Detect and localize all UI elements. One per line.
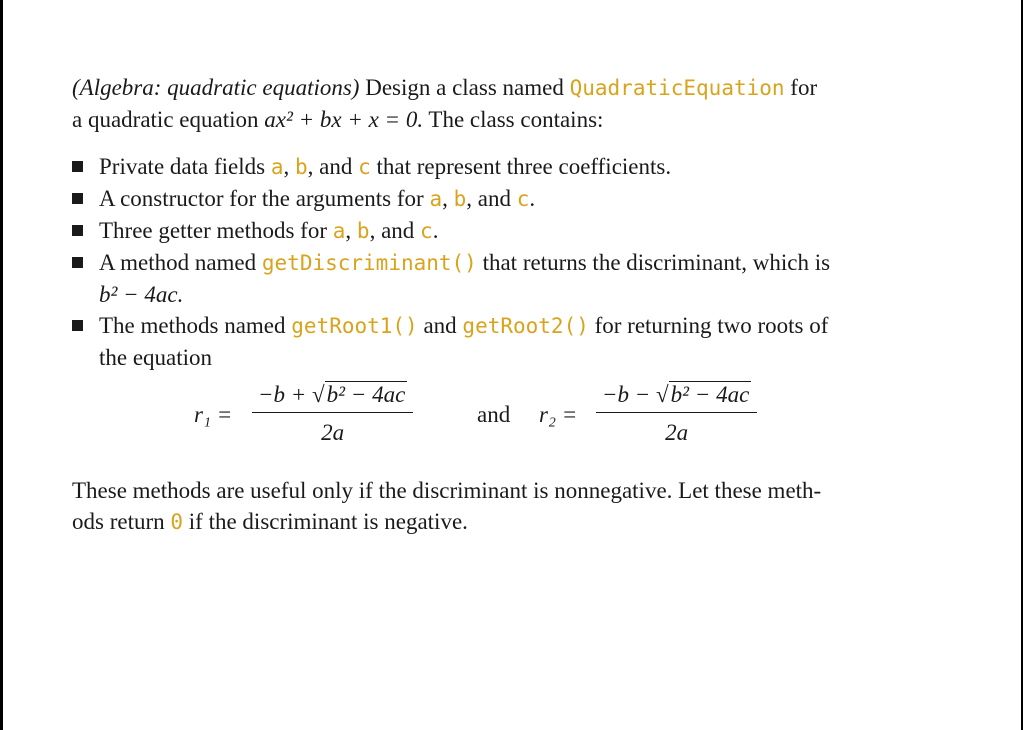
root1-numerator: [252, 379, 413, 413]
field-a-code: a: [429, 187, 443, 211]
item-text: and: [417, 313, 463, 338]
zero-code: 0: [170, 510, 184, 534]
list-item-data-fields: [72, 151, 912, 183]
numerator-prefix: −b − √: [602, 382, 669, 407]
closing-text-1: These methods are useful only if the discriminant is nonnegative. Let these meth-: [72, 478, 822, 503]
list-item-discriminant: [72, 247, 912, 310]
section-title: (Algebra: quadratic equations): [72, 75, 360, 100]
item-text: A constructor for the arguments for: [99, 186, 430, 211]
intro-text-3: a quadratic equation: [72, 107, 265, 132]
and-label: and: [477, 402, 511, 427]
list-item-roots: [72, 310, 912, 373]
item-text: , and: [466, 186, 517, 211]
field-c-code: c: [516, 187, 530, 211]
field-a-code: a: [270, 155, 284, 179]
closing-paragraph: [72, 475, 912, 538]
item-text: .: [432, 218, 439, 243]
get-root1-code: getRoot1(): [291, 314, 418, 338]
item-text: ,: [283, 154, 295, 179]
field-b-code: b: [294, 155, 308, 179]
field-b-code: b: [356, 219, 370, 243]
intro-text-2: for: [784, 75, 818, 100]
radicand: b² − 4ac: [326, 382, 406, 407]
item-text: , and: [307, 154, 359, 179]
root1-fraction: [252, 379, 413, 448]
root1-denominator: 2a: [321, 420, 345, 445]
root2-fraction: [596, 379, 757, 448]
r1-label: r₁ =: [194, 402, 233, 427]
radicand: b² − 4ac: [670, 382, 750, 407]
class-name-code: QuadraticEquation: [569, 76, 785, 100]
document-body: [72, 72, 912, 538]
root2-numerator: [596, 379, 757, 413]
field-c-code: c: [358, 155, 371, 179]
numerator-prefix: −b + √: [258, 382, 325, 407]
item-text: The methods named: [99, 313, 292, 338]
field-c-code: c: [420, 219, 433, 243]
item-text: for returning two roots of: [588, 313, 829, 338]
item-text: , and: [369, 218, 421, 243]
intro-text-4: The class contains:: [423, 107, 604, 132]
item-text: the equation: [99, 345, 213, 370]
closing-text-3: if the discriminant is negative.: [183, 509, 468, 534]
item-text: that represent three coefficients.: [370, 154, 672, 179]
quadratic-equation-formula: ax² + bx + x = 0.: [264, 107, 424, 132]
item-text: A method named: [99, 250, 262, 275]
list-item-constructor: [72, 183, 912, 215]
intro-text-1: Design a class named: [359, 75, 570, 100]
item-text: .: [529, 186, 536, 211]
roots-equation: [72, 379, 912, 475]
field-a-code: a: [332, 219, 346, 243]
item-text: Private data fields: [99, 154, 271, 179]
r2-label: r₂ =: [539, 402, 578, 427]
root2-denominator: 2a: [665, 420, 689, 445]
item-text: ,: [345, 218, 357, 243]
requirements-list: [72, 151, 912, 373]
item-text: Three getter methods for: [99, 218, 333, 243]
discriminant-formula: b² − 4ac.: [99, 282, 184, 307]
field-b-code: b: [453, 187, 467, 211]
get-root2-code: getRoot2(): [462, 314, 589, 338]
item-text: that returns the discriminant, which is: [476, 250, 831, 275]
intro-paragraph: [72, 72, 912, 135]
list-item-getters: [72, 215, 912, 247]
item-text: ,: [442, 186, 454, 211]
left-frame-border: [0, 0, 3, 730]
closing-text-2: ods return: [72, 509, 171, 534]
get-discriminant-code: getDiscriminant(): [261, 251, 477, 275]
